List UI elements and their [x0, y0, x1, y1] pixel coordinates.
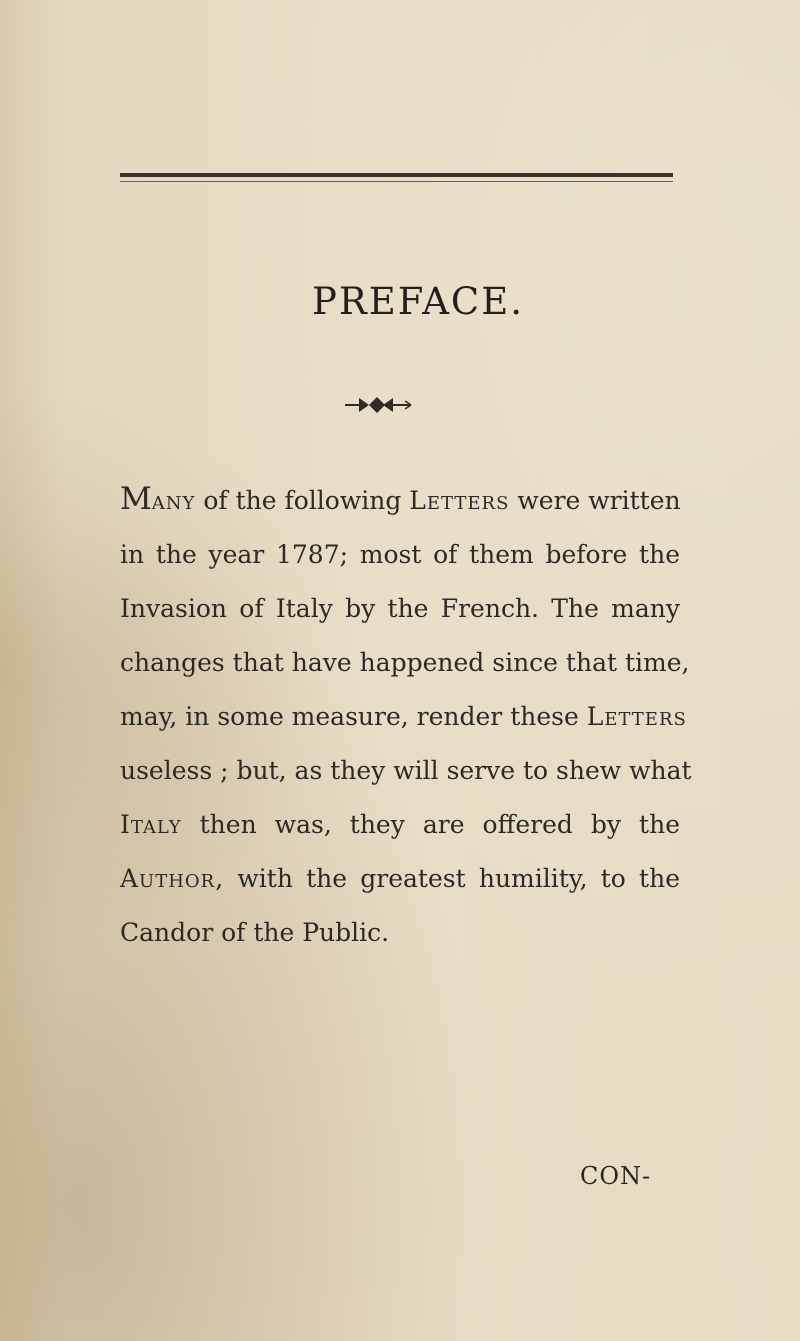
text-line-2: in the year 1787; most of them before the [120, 540, 680, 569]
catchword: CON- [580, 1162, 652, 1190]
ornament-icon [345, 394, 425, 416]
text-line-8: Author, with the greatest humility, to the [120, 864, 680, 893]
text-line-5: may, in some measure, render these Letters [120, 702, 687, 731]
text-line-6: useless ; but, as they will serve to shew what [120, 756, 692, 785]
text-line-1: Many of the following Letters were written [120, 481, 681, 517]
header-rule [120, 173, 673, 177]
text-line-9: Candor of the Public. [120, 918, 390, 947]
text-line-3: Invasion of Italy by the French. The many [120, 594, 680, 623]
page-title: PREFACE. [311, 280, 525, 323]
header-rule-thin [120, 181, 673, 182]
preface-text [120, 472, 692, 960]
drop-cap: M [120, 481, 152, 517]
text-line-7: Italy then was, they are offered by the [120, 810, 680, 839]
text-line-4: changes that have happened since that time, [120, 648, 690, 677]
